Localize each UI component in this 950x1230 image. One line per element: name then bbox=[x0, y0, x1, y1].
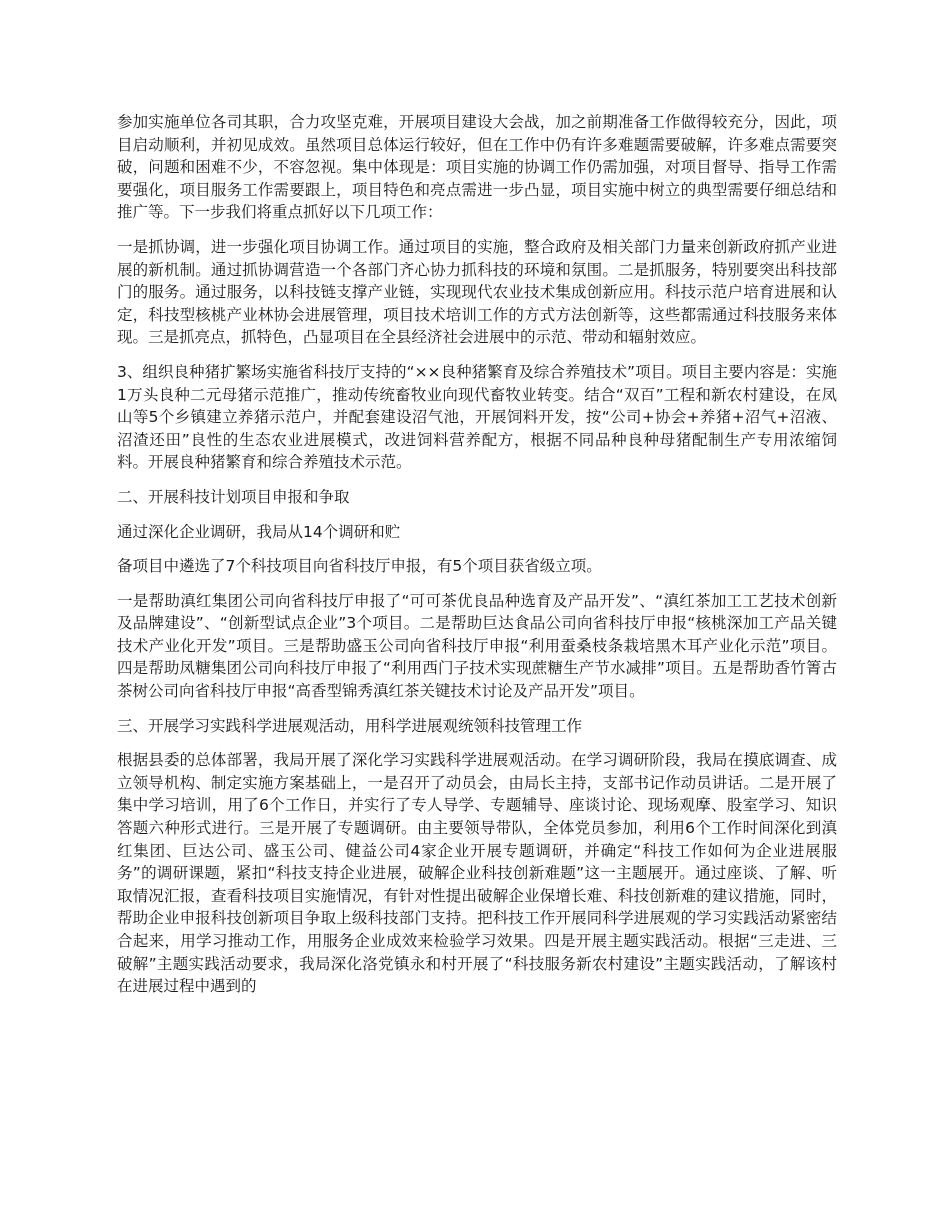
paragraph-1: 参加实施单位各司其职，合力攻坚克难，开展项目建设大会战，加之前期准备工作做得较充分，因此，项目启动顺利，并初见成效。虽然项目总体运行较好，但在工作中仍有许多难题需要破解，许多难点需要突破，问题和困难不少，不容忽视。集中体现是：项目实施的协调工作仍需加强，对项目督导、指导工作需要强化，项目服务工作需要跟上，项目特色和亮点需进一步凸显，项目实施中树立的典型需要仔细总结和推广等。下一步我们将重点抓好以下几项工作： bbox=[117, 113, 837, 222]
paragraph-3: 3、组织良种猪扩繁场实施省科技厅支持的“××良种猪繁育及综合养殖技术”项目。项目主要内容是：实施1万头良种二元母猪示范推广，推动传统畜牧业向现代畜牧业转变。结合“双百”工程和新农村建设，在凤山等5个乡镇建立养猪示范户，并配套建设沼气池，开展饲料开发，按“公司+协会+养猪+沼气+沼液、沼渣还田”良性的生态农业进展模式，改进饲料营养配方，根据不同品种良种母猪配制生产专用浓缩饲料。开展良种猪繁育和综合养殖技术示范。 bbox=[117, 362, 837, 472]
document-page bbox=[117, 111, 837, 1010]
section-heading-3: 三、开展学习实践科学进展观活动，用科学进展观统领科技管理工作 bbox=[117, 716, 583, 735]
paragraph-7: 根据县委的总体部署，我局开展了深化学习实践科学进展观活动。在学习调研阶段，我局在摸底调查、成立领导机构、制定实施方案基础上，一是召开了动员会，由局长主持，支部书记作动员讲话。二是开展了集中学习培训，用了6个工作日，并实行了专人导学、专题辅导、座谈讨论、现场观摩、股室学习、知识答题六种形式进行。三是开展了专题调研。由主要领导带队，全体党员参加，利用6个工作时间深化到滇红集团、巨达公司、盛玉公司、健益公司4家企业开展专题调研，并确定“科技工作如何为企业进展服务”的调研课题，紧扣“科技支持企业进展，破解企业科技创新难题”这一主题展开。通过座谈、了解、听取情况汇报，查看科技项目实施情况，有针对性提出破解企业保增长难、科技创新难的建议措施，同时，帮助企业申报科技创新项目争取上级科技部门支持。把科技工作开展同科学进展观的学习实践活动紧密结合起来，用学习推动工作，用服务企业成效来检验学习效果。四是开展主题实践活动。根据“三走进、三破解”主题实践活动要求，我局深化洛党镇永和村开展了“科技服务新农村建设”主题实践活动，了解该村在进展过程中遇到的 bbox=[117, 751, 837, 996]
paragraph-5: 备项目中遴选了7个科技项目向省科技厅申报，有5个项目获省级立项。 bbox=[117, 557, 602, 576]
paragraph-4: 通过深化企业调研，我局从14个调研和贮 bbox=[117, 522, 401, 541]
paragraph-6: 一是帮助滇红集团公司向省科技厅申报了“可可茶优良品种选育及产品开发”、“滇红茶加工工艺技术创新及品牌建设”、“创新型试点企业”3个项目。二是帮助巨达食品公司向省科技厅申报“核桃深加工产品关键技术产业化开发”项目。三是帮助盛玉公司向省科技厅申报“利用蚕桑枝条栽培黑木耳产业化示范”项目。四是帮助凤糖集团公司向科技厅申报了“利用西门子技术实现蔗糖生产节水减排”项目。五是帮助香竹箐古茶树公司向省科技厅申报“高香型锦秀滇红茶关键技术讨论及产品开发”项目。 bbox=[117, 591, 837, 701]
paragraph-2: 一是抓协调，进一步强化项目协调工作。通过项目的实施，整合政府及相关部门力量来创新政府抓产业进展的新机制。通过抓协调营造一个各部门齐心协力抓科技的环境和氛围。二是抓服务，特别要突出科技部门的服务。通过服务，以科技链支撑产业链，实现现代农业技术集成创新应用。科技示范户培育进展和认定，科技型核桃产业林协会进展管理，项目技术培训工作的方式方法创新等，这些都需通过科技服务来体现。三是抓亮点，抓特色，凸显项目在全县经济社会进展中的示范、带动和辐射效应。 bbox=[117, 237, 837, 347]
section-heading-2: 二、开展科技计划项目申报和争取 bbox=[117, 487, 350, 506]
